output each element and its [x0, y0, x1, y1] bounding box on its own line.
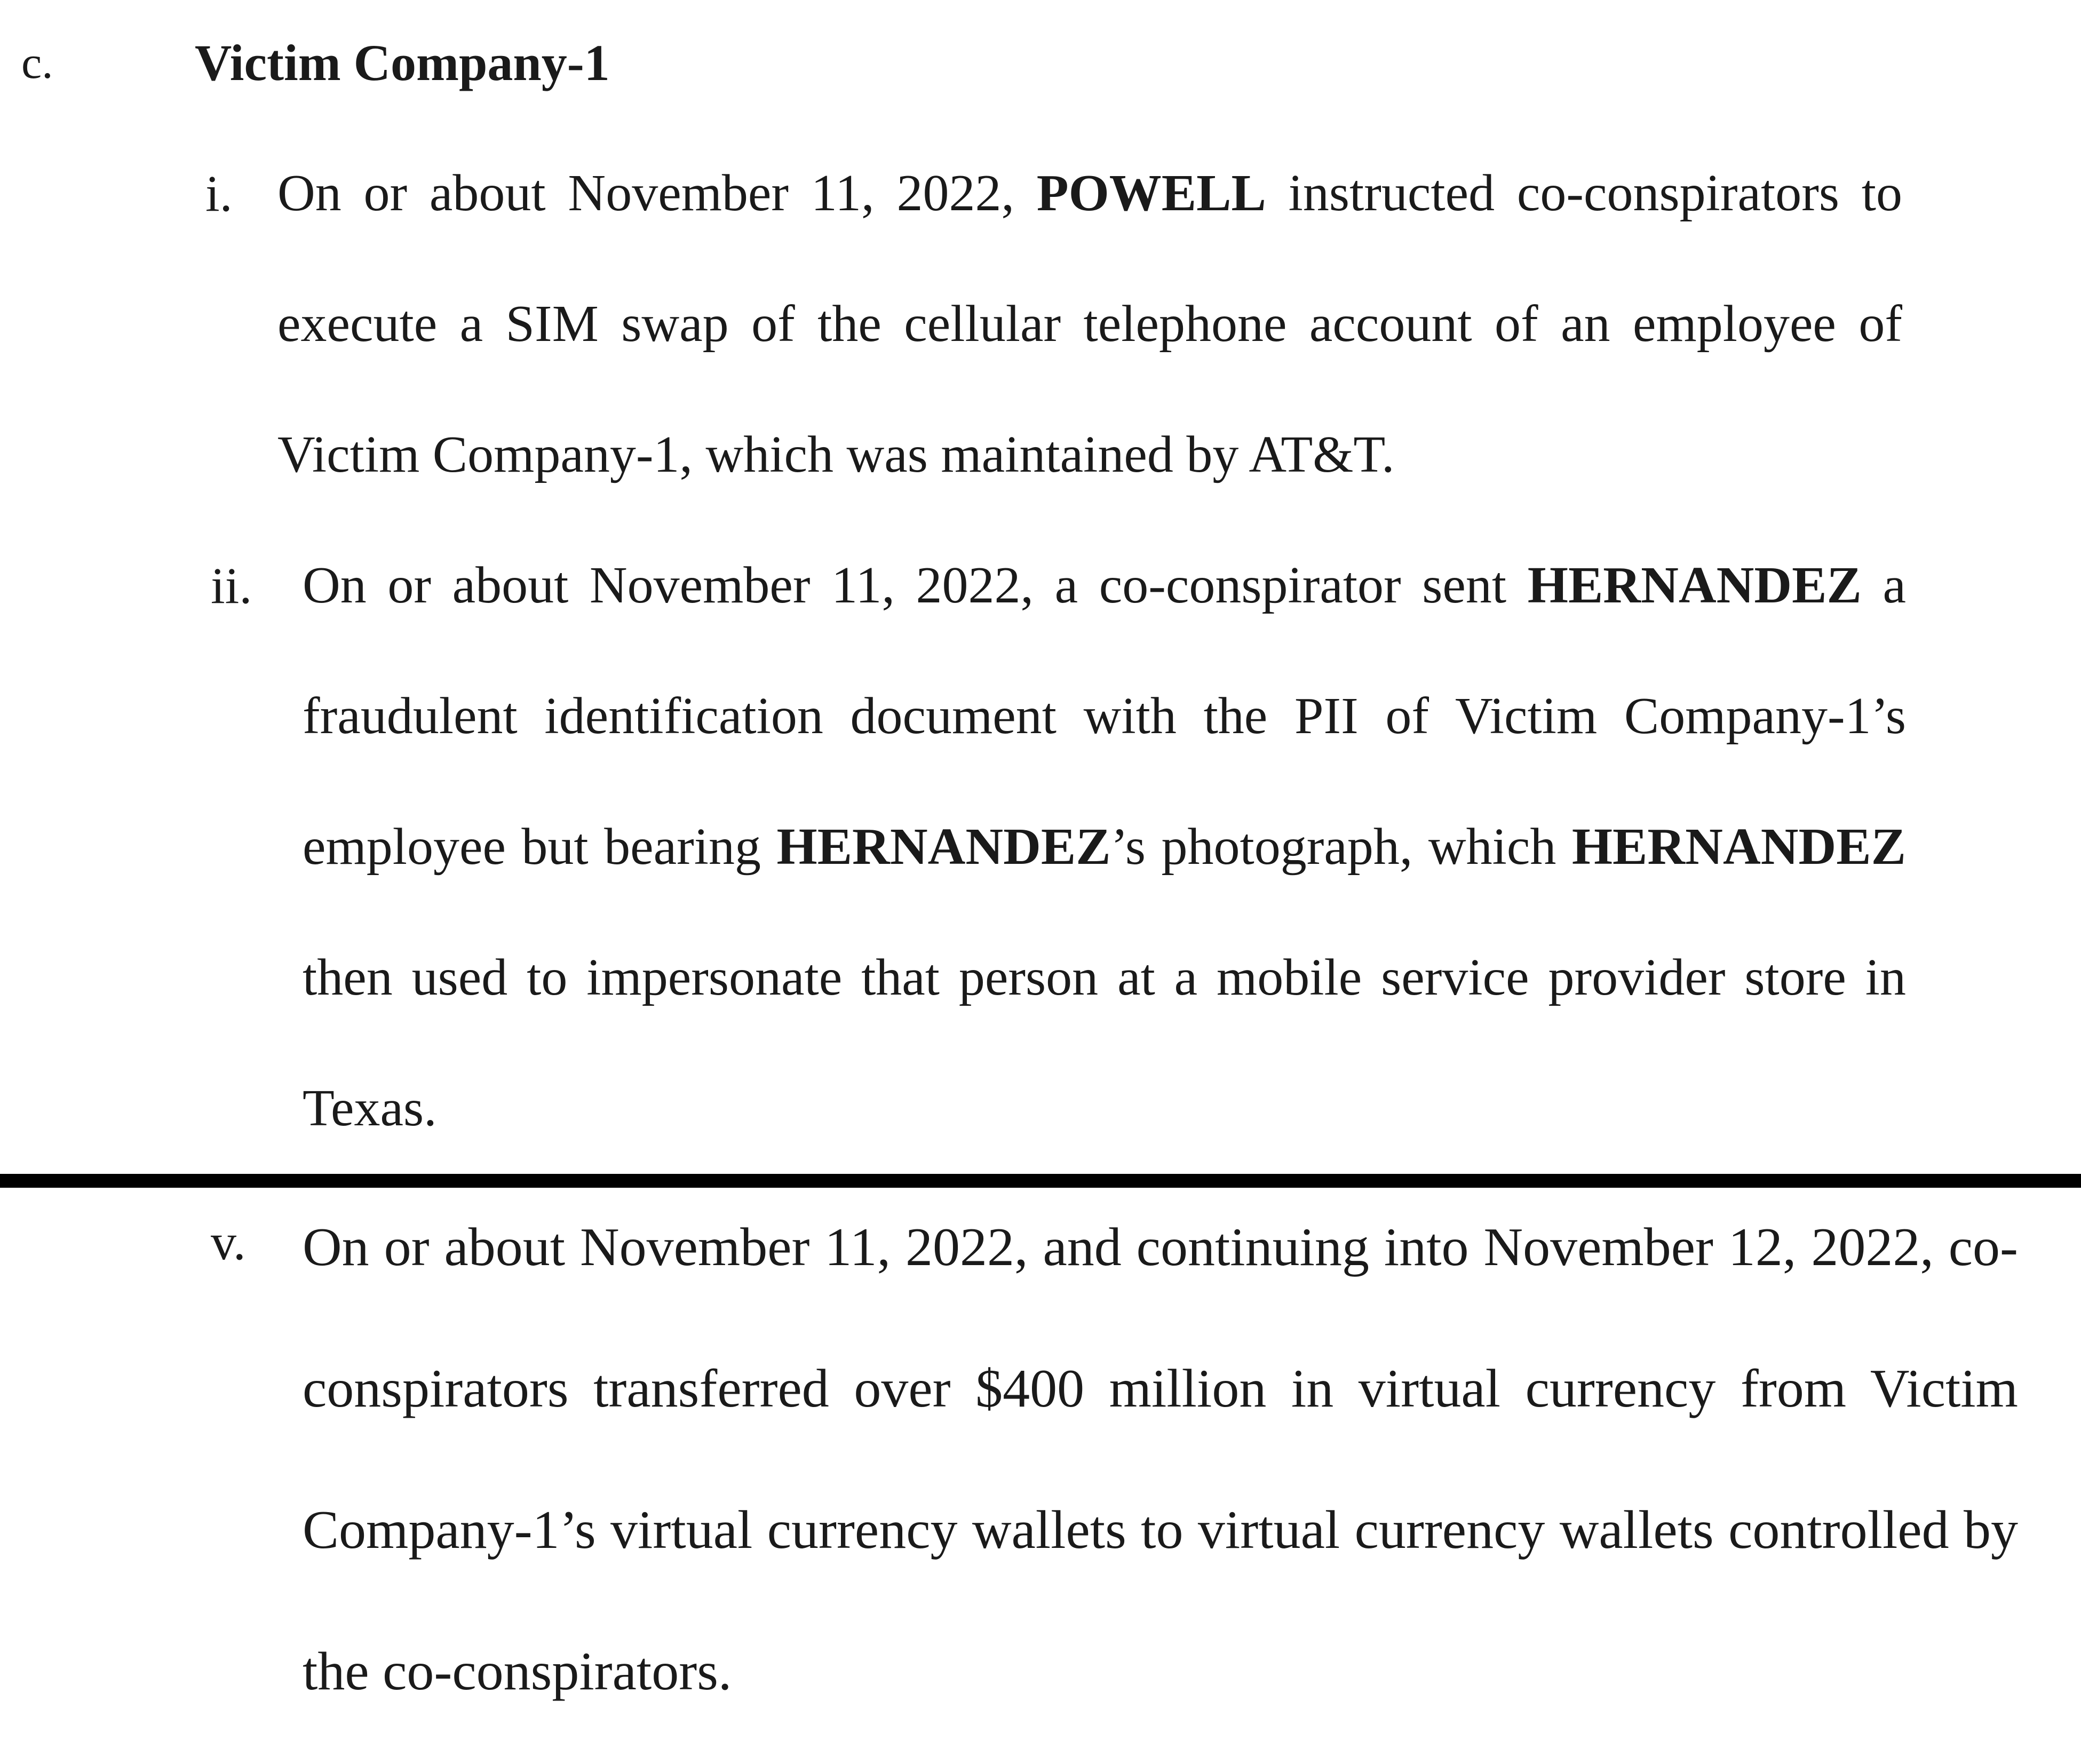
paragraph-text: On or about November 11, 2022, a co-conspirator sent [303, 557, 1528, 614]
item-paragraph-i [277, 128, 1902, 520]
item-paragraph-ii [303, 520, 1906, 1174]
section-title: Victim Company-1 [195, 34, 610, 91]
item-number-ii: ii. [211, 557, 252, 614]
defendant-name: POWELL [1036, 164, 1266, 222]
paragraph-text: a fraudulent identification document with the PII of Victim Company-1’s employee but bearing [303, 557, 1906, 876]
section-letter: c. [21, 37, 53, 88]
paragraph-text: ’s photograph, which [1110, 818, 1572, 876]
paragraph-text: On or about November 11, 2022, and continuing into November 12, 2022, co-conspirators transferred over $400 million in virtual currency from Victim Company-1’s virtual currency wallets to virtual currency wallets controlled by the co-conspirators. [303, 1217, 2018, 1702]
paragraph-text: instructed co-conspirators to execute a SIM swap of the cellular telephone account of an employee of Victim Company-1, which was maintained by AT&T. [277, 164, 1903, 483]
defendant-name: HERNANDEZ [1527, 557, 1862, 614]
item-number-v: v. [211, 1213, 246, 1270]
item-paragraph-v [303, 1177, 2018, 1742]
defendant-name: HERNANDEZ [776, 818, 1111, 876]
defendant-name: HERNANDEZ [1571, 818, 1906, 876]
item-number-i: i. [205, 165, 233, 222]
paragraph-text: On or about November 11, 2022, [277, 164, 1037, 222]
paragraph-text: then used to impersonate that person at a mobile service provider store in Texas. [303, 949, 1906, 1137]
